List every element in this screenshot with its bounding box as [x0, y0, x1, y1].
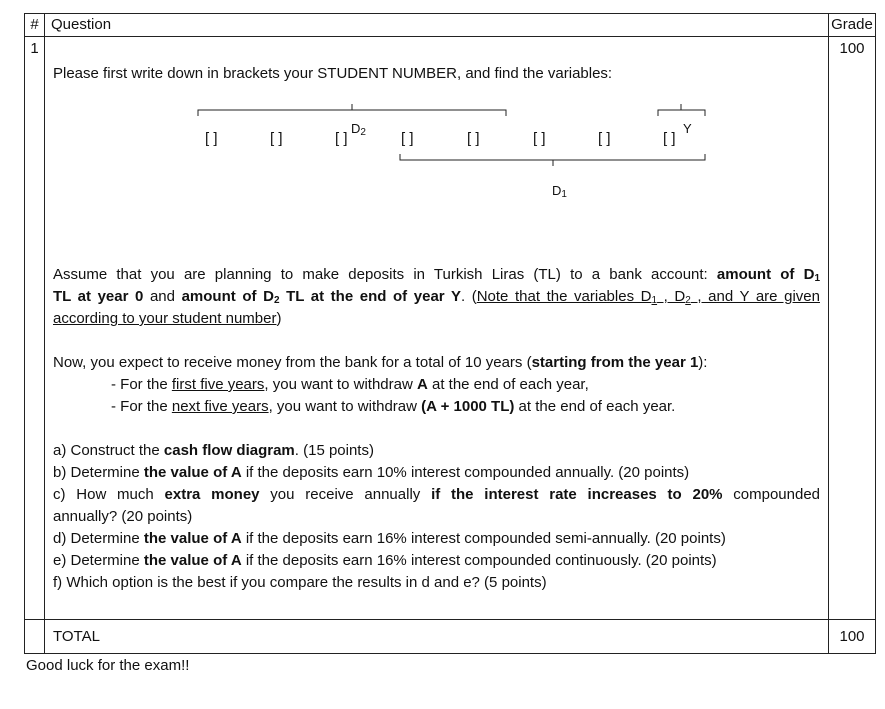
digit-bracket[interactable]: [ ] [598, 130, 611, 147]
part-d: d) Determine the value of A if the deposits earn 16% interest compounded semi-annually. (20 points) [53, 530, 726, 547]
total-number-cell [25, 620, 45, 654]
question-number: 1 [25, 37, 45, 620]
digit-bracket[interactable]: [ ] [335, 130, 348, 147]
total-row [25, 620, 876, 654]
part-f: f) Which option is the best if you compare the results in d and e? (5 points) [53, 574, 547, 591]
bullet-next-five: - For the next five years, you want to withdraw (A + 1000 TL) at the end of each year. [111, 398, 676, 415]
digit-bracket[interactable]: [ ] [663, 130, 676, 147]
d1-label: $D_1$ [552, 183, 567, 200]
digit-bracket[interactable]: [ ] [467, 130, 480, 147]
footer-note: Good luck for the exam!! [26, 657, 190, 674]
total-grade: 100 [829, 620, 876, 654]
digit-bracket[interactable]: [ ] [533, 130, 546, 147]
part-c: c) How much extra money you receive annually if the interest rate increases to 20% compounded [53, 486, 821, 503]
d2-brace [198, 104, 506, 116]
expect-line: Now, you expect to receive money from the bank for a total of 10 years (starting from the year 1): [53, 354, 708, 371]
digit-bracket[interactable]: [ ] [270, 130, 283, 147]
question-row [25, 37, 876, 620]
student-number-diagram [45, 97, 835, 237]
part-b: b) Determine the value of A if the deposits earn 10% interest compounded annually. (20 points) [53, 464, 690, 481]
d2-label: $D_2$ [351, 121, 366, 138]
header-question: Question [45, 14, 829, 37]
d1-brace [400, 154, 705, 166]
total-label: TOTAL [45, 620, 829, 654]
part-c-line-2: annually? (20 points) [53, 508, 193, 525]
y-label: Y [683, 121, 692, 136]
digit-bracket[interactable]: [ ] [205, 130, 218, 147]
intro-text: Please first write down in brackets your STUDENT NUMBER, and find the variables: [53, 65, 613, 82]
part-e: e) Determine the value of A if the deposits earn 16% interest compounded continuously. (20 points) [53, 552, 717, 569]
header-number: # [25, 14, 45, 37]
assume-line-3: according to your student number) [53, 310, 282, 327]
question-table [24, 13, 876, 654]
assume-line-1: Assume that you are planning to make deposits in Turkish Liras (TL) to a bank account: amount of $D_1$ [53, 266, 820, 284]
assume-line-2: TL at year 0 and amount of $D_2$ TL at the end of year Y. (Note that the variables $D_1$ , $D_2$ , and Y are given [53, 288, 820, 306]
bullet-first-five: - For the first five years, you want to withdraw A at the end of each year, [111, 376, 589, 393]
y-brace [658, 104, 705, 116]
question-body [45, 37, 829, 620]
part-a: a) Construct the cash flow diagram. (15 points) [53, 442, 374, 459]
question-grade: 100 [829, 37, 876, 620]
header-grade: Grade [829, 14, 876, 37]
header-row [25, 14, 876, 37]
digit-bracket[interactable]: [ ] [401, 130, 414, 147]
